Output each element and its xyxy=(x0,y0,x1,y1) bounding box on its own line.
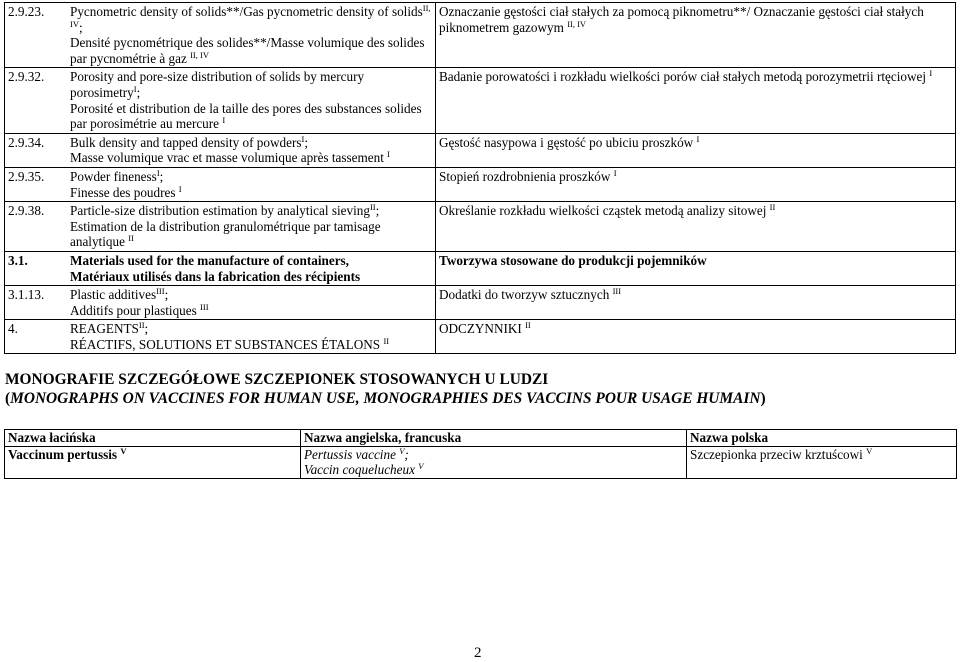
table-row xyxy=(5,133,956,167)
chapter-number: 2.9.32. xyxy=(8,69,45,85)
table-row xyxy=(5,286,956,320)
english-title: Plastic additives xyxy=(70,287,157,303)
french-title: Masse volumique vrac et masse volumique après tassement xyxy=(70,150,384,166)
latin-name-cell: Vaccinum pertussis $^V$ xyxy=(5,446,301,478)
polish-title-cell: ODCZYNNIKI $^{II}$ xyxy=(436,320,956,354)
chapter-entry-cell xyxy=(5,251,436,285)
table-row xyxy=(5,320,956,354)
table-header-row xyxy=(5,430,957,447)
english-title: Porosity and pore-size distribution of solids by mercury porosimetry xyxy=(70,69,365,100)
polish-title-cell: Badanie porowatości i rozkładu wielkości porów ciał stałych metodą porozymetrii rtęciowej $^I$ xyxy=(436,68,956,133)
vaccine-names-table xyxy=(4,429,957,479)
english-title: Powder fineness xyxy=(70,168,157,184)
polish-title: Dodatki do tworzyw sztucznych xyxy=(439,287,610,303)
chapter-entry-cell: 2.9.32. Porosity and pore-size distribution of solids by mercury porosimetry$^I$; Porosité et distribution de la taille des pores des substances solides par porosimétrie au mercure $^I$ xyxy=(5,68,436,133)
polish-title: ODCZYNNIKI xyxy=(439,321,522,337)
table-row xyxy=(5,251,956,285)
french-title: Matériaux utilisés dans la fabrication des récipients xyxy=(70,268,361,284)
table-row xyxy=(5,167,956,201)
polish-title-cell: Określanie rozkładu wielkości cząstek metodą analizy sitowej $^{II}$ xyxy=(436,202,956,252)
polish-title: Określanie rozkładu wielkości cząstek metodą analizy sitowej xyxy=(439,203,767,219)
polish-title-cell: Oznaczanie gęstości ciał stałych za pomocą piknometru**/ Oznaczanie gęstości ciał stałych piknometrem gazowym $^{II, IV}$ xyxy=(436,3,956,68)
chapter-entry-cell: 2.9.23. Pycnometric density of solids**/Gas pycnometric density of solids$^{II, IV}$; Densité pycnométrique des solides**/Masse volumique des solides par pycnométrie à gaz $^{II, IV}$ xyxy=(5,3,436,68)
chapter-entry-cell: 4. $REAGENTS^{II}$; RÉACTIFS, SOLUTIONS ET SUBSTANCES ÉTALONS $^{II}$ xyxy=(5,320,436,354)
chapter-number: 3.1. xyxy=(8,252,28,268)
polish-title: Gęstość nasypowa i gęstość po ubiciu proszków xyxy=(439,134,694,150)
monographs-subtitle xyxy=(5,389,766,408)
table-row xyxy=(5,202,956,252)
chapter-number: 2.9.38. xyxy=(8,203,45,219)
english-title: Particle-size distribution estimation by analytical sieving xyxy=(70,203,370,219)
chapter-entry-cell: 3.1.13. Plastic additives$^{III}$; Additifs pour plastiques $^{III}$ xyxy=(5,286,436,320)
chapter-number: 3.1.13. xyxy=(8,287,45,303)
chapter-number: 2.9.34. xyxy=(8,134,45,150)
monographs-title: MONOGRAFIE SZCZEGÓŁOWE SZCZEPIONEK STOSOWANYCH U LUDZI xyxy=(5,371,549,388)
table-row xyxy=(5,68,956,133)
polish-title: Tworzywa stosowane do produkcji pojemników xyxy=(439,252,707,268)
french-title: Estimation de la distribution granulométrique par tamisage analytique xyxy=(70,218,381,250)
table-row xyxy=(5,446,957,478)
header-polish: Nazwa polska xyxy=(687,430,957,447)
header-english-french: Nazwa angielska, francuska xyxy=(301,430,687,447)
english-title: Bulk density and tapped density of powders xyxy=(70,134,302,150)
subtitle-text: MONOGRAPHS ON VACCINES FOR HUMAN USE, MONOGRAPHIES DES VACCINS POUR USAGE HUMAIN xyxy=(10,390,761,407)
chapter-entry-cell: 2.9.34. Bulk density and tapped density of powders$^I$; Masse volumique vrac et masse volumique après tassement $^I$ xyxy=(5,133,436,167)
french-title: Densité pycnométrique des solides**/Masse volumique des solides par pycnométrie à gaz xyxy=(70,35,425,66)
french-title: Porosité et distribution de la taille des pores des substances solides par porosimétrie au mercure xyxy=(70,100,422,132)
polish-name-cell: Szczepionka przeciw krztuścowi $^V$ xyxy=(687,446,957,478)
english-french-name-cell: Pertussis vaccine $^V$; Vaccin coquelucheux $^V$ xyxy=(301,446,687,478)
open-paren: ( xyxy=(5,390,11,407)
header-latin: Nazwa łacińska xyxy=(5,430,301,447)
polish-title-cell xyxy=(436,251,956,285)
chapter-entry-cell: 2.9.38. Particle-size distribution estimation by analytical sieving$^{II}$; Estimation de la distribution granulométrique par tamisage analytique $^{II}$ xyxy=(5,202,436,252)
english-title: Pycnometric density of solids**/Gas pycnometric density of solids xyxy=(70,4,423,19)
polish-title: Stopień rozdrobnienia proszków xyxy=(439,168,611,184)
french-title: RÉACTIFS, SOLUTIONS ET SUBSTANCES ÉTALONS xyxy=(70,336,381,352)
chapter-number: 2.9.23. xyxy=(8,4,45,19)
chapter-number: 4. xyxy=(8,321,18,337)
chapters-table xyxy=(4,2,956,354)
english-title: Materials used for the manufacture of containers, xyxy=(70,252,349,268)
polish-title: Badanie porowatości i rozkładu wielkości porów ciał stałych metodą porozymetrii rtęciowej xyxy=(439,69,927,85)
chapter-number: 2.9.35. xyxy=(8,168,45,184)
polish-title-cell: Stopień rozdrobnienia proszków $^I$ xyxy=(436,167,956,201)
polish-title-cell: Gęstość nasypowa i gęstość po ubiciu proszków $^I$ xyxy=(436,133,956,167)
french-title: Additifs pour plastiques xyxy=(70,302,197,318)
french-title: Finesse des poudres xyxy=(70,184,176,200)
close-paren: ) xyxy=(760,390,766,407)
polish-title-cell: Dodatki do tworzyw sztucznych $^{III}$ xyxy=(436,286,956,320)
polish-title: Oznaczanie gęstości ciał stałych za pomocą piknometru**/ Oznaczanie gęstości ciał stałych piknometrem gazowym xyxy=(439,4,924,35)
table-row xyxy=(5,3,956,68)
english-title: REAGENTS xyxy=(70,321,139,337)
chapter-entry-cell: 2.9.35. Powder fineness$^I$; Finesse des poudres $^I$ xyxy=(5,167,436,201)
page-number: 2 xyxy=(474,645,482,661)
